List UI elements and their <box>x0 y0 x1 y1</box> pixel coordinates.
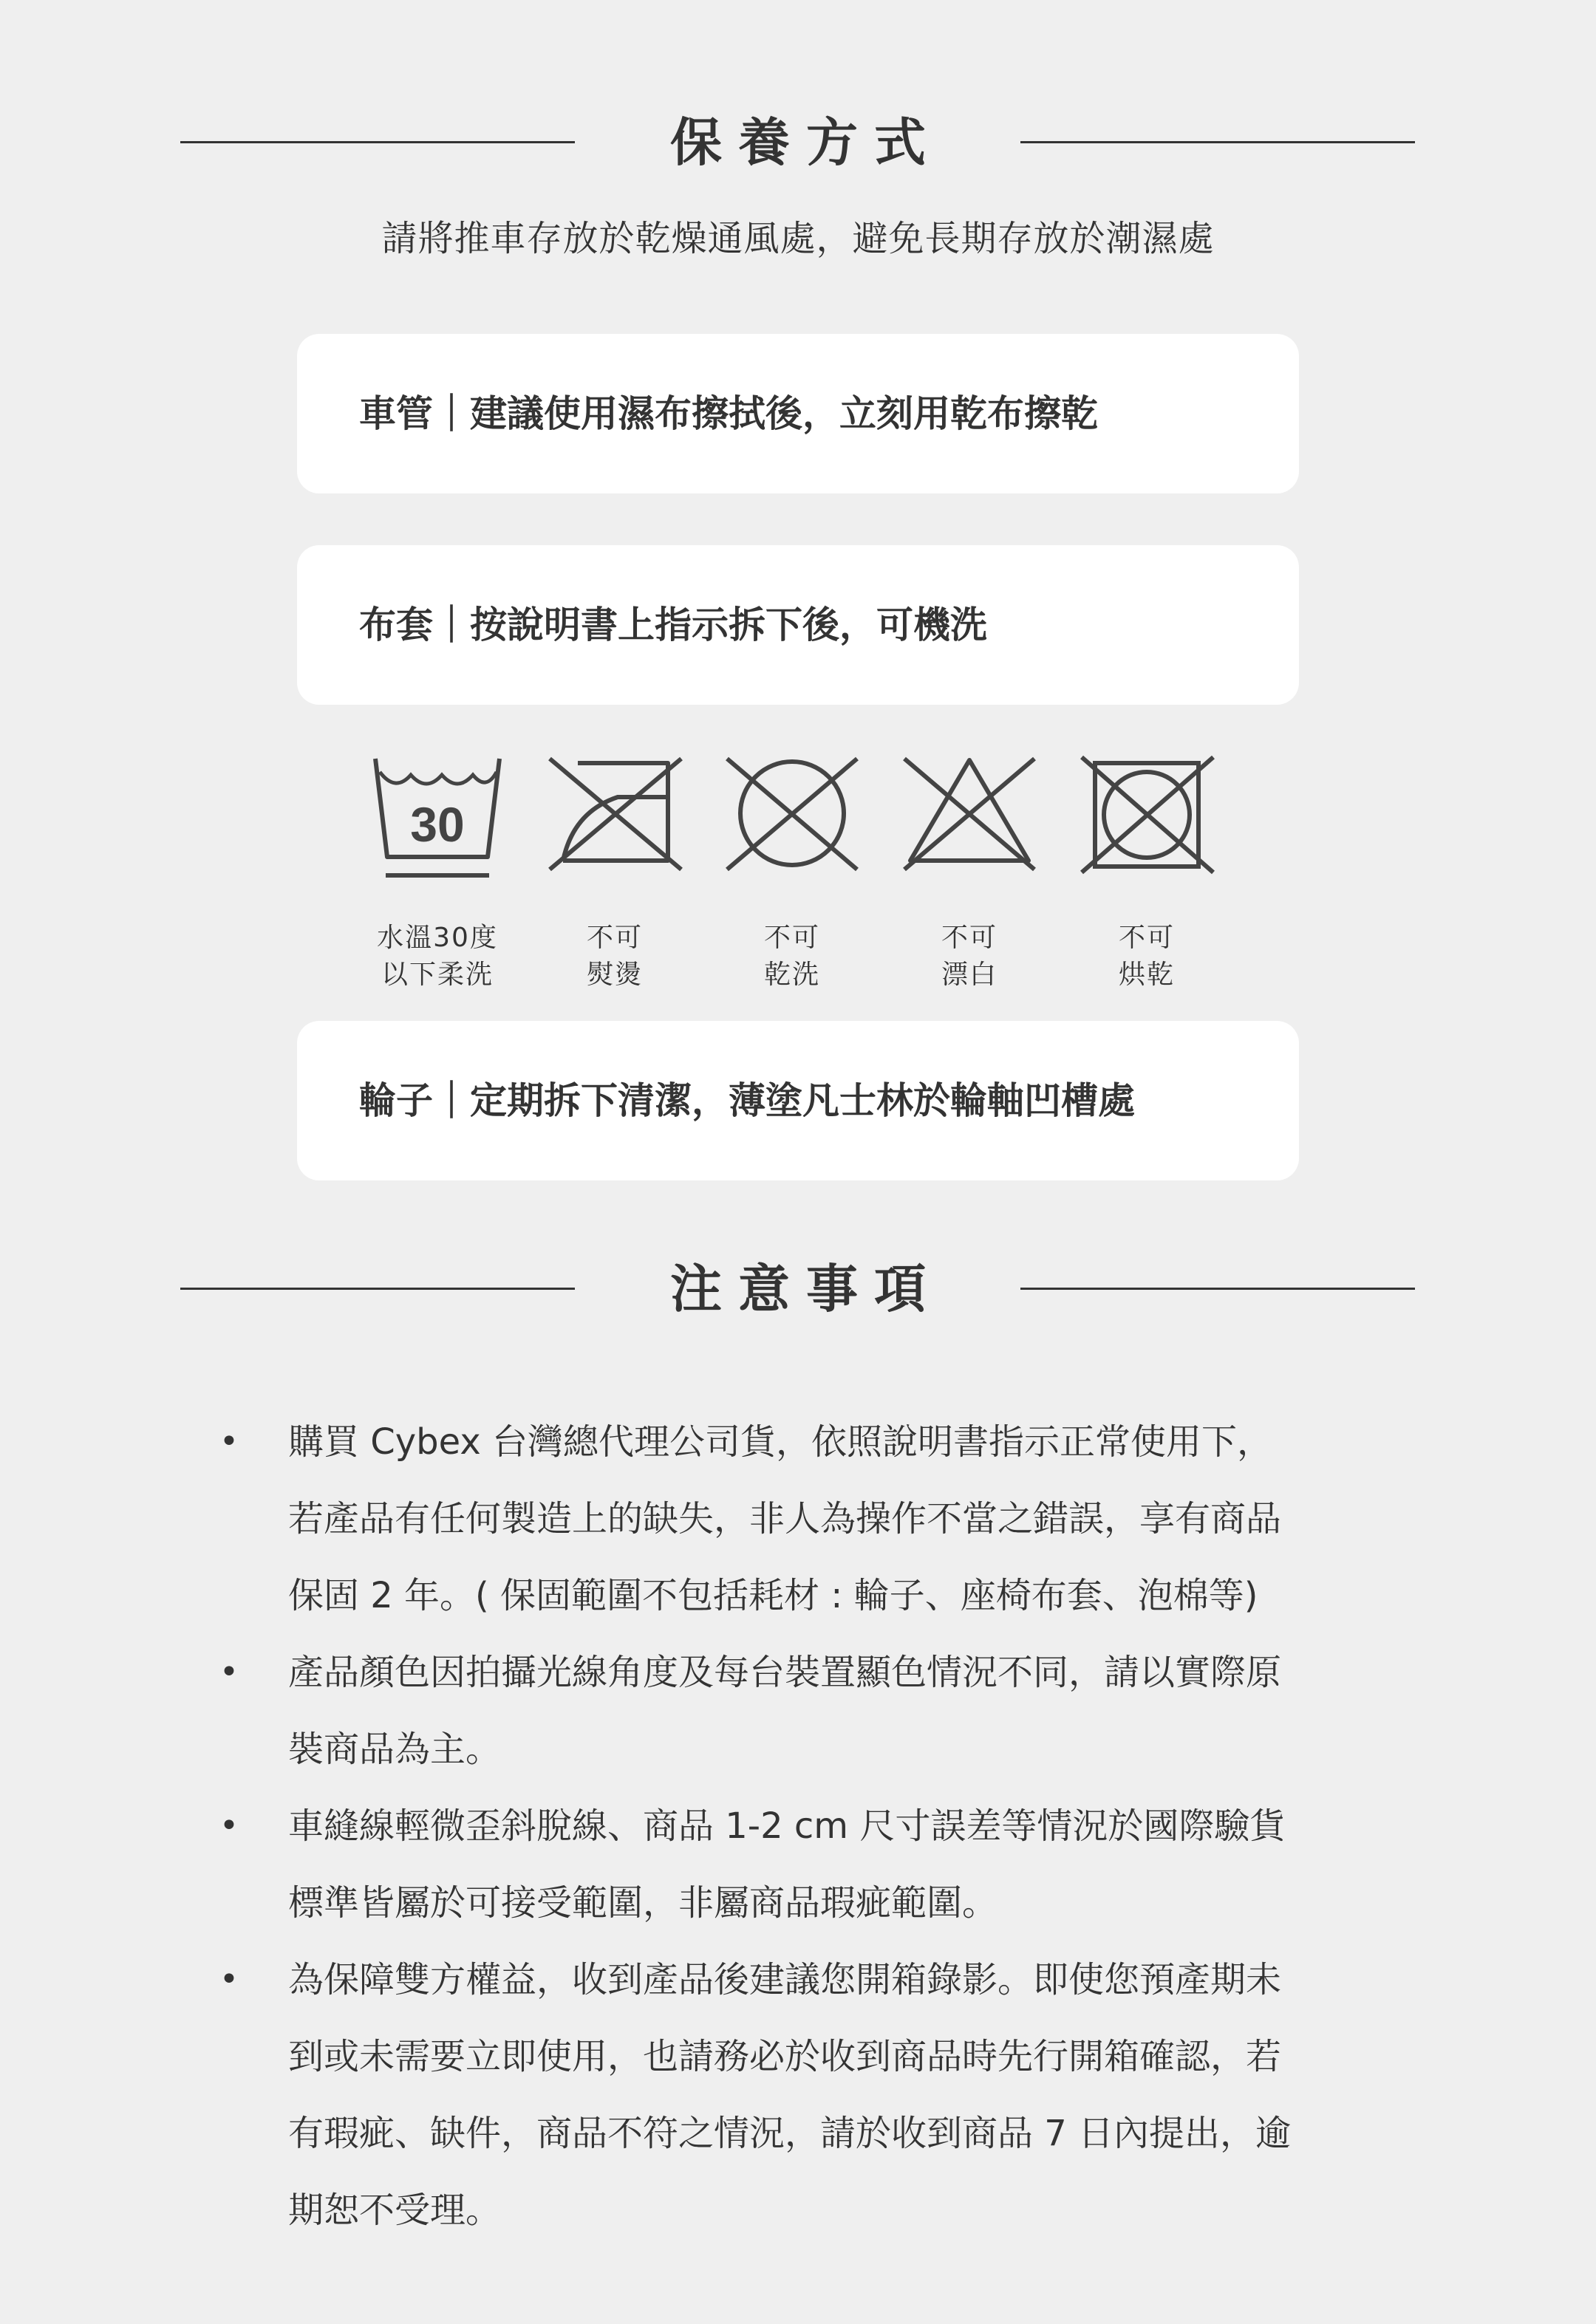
caption-line1: 水溫30度 <box>377 923 498 953</box>
frame-care-text: 車管｜建議使用濕布擦拭後，立刻用乾布擦乾 <box>359 392 1098 435</box>
no-iron-icon <box>541 750 689 883</box>
symbol-no-iron <box>541 750 689 994</box>
caption-line2: 漂白 <box>941 960 998 990</box>
notes-list <box>214 1404 1396 2249</box>
cover-care-card <box>297 545 1299 705</box>
symbol-caption <box>718 920 866 994</box>
divider-right <box>1020 1288 1415 1290</box>
no-dry-clean-icon <box>718 750 866 883</box>
frame-care-card <box>297 334 1299 493</box>
no-tumble-dry-icon <box>1073 750 1221 883</box>
note-text: 為保障雙方權益，收到產品後建議您開箱錄影。即使您預產期未 到或未需要立即使用，也請務必於收到商品時先行開箱確認，若 有瑕疵、缺件，商品不符之情況，請於收到商品 7 日內提出，逾 期恕不受理。 <box>288 1959 1292 2231</box>
symbol-caption <box>1073 920 1221 994</box>
symbol-caption <box>364 920 511 994</box>
caption-line1: 不可 <box>586 923 643 953</box>
laundry-symbols <box>0 750 1596 994</box>
bullet: • <box>219 1423 239 1460</box>
care-subtitle: 請將推車存放於乾燥通風處，避免長期存放於潮濕處 <box>381 218 1215 259</box>
symbol-no-bleach <box>896 750 1043 994</box>
caption-line2: 熨燙 <box>586 960 643 990</box>
wheels-care-card <box>297 1021 1299 1180</box>
caption-line2: 烘乾 <box>1118 960 1175 990</box>
symbol-caption <box>541 920 689 994</box>
symbol-no-tumble-dry <box>1073 750 1221 994</box>
caption-line2: 以下柔洗 <box>381 960 494 990</box>
symbol-wash-30 <box>364 750 511 994</box>
care-section-header <box>0 106 1596 180</box>
note-text: 購買 Cybex 台灣總代理公司貨，依照說明書指示正常使用下， 若產品有任何製造上的缺失，非人為操作不當之錯誤，享有商品 保固 2 年。( 保固範圍不包括耗材 : 輪子、座椅布套、泡棉等) <box>288 1421 1282 1616</box>
caption-line1: 不可 <box>941 923 998 953</box>
wheels-care-text: 輪子｜定期拆下清潔，薄塗凡士林於輪軸凹槽處 <box>359 1079 1135 1122</box>
list-item <box>214 1788 1396 1941</box>
symbol-caption <box>896 920 1043 994</box>
bullet: • <box>219 1807 239 1845</box>
caption-line1: 不可 <box>763 923 820 953</box>
wash-temperature: 30 <box>410 797 465 852</box>
notes-section-header <box>0 1252 1596 1326</box>
list-item <box>214 1634 1396 1788</box>
note-text: 車縫線輕微歪斜脫線、商品 1-2 cm 尺寸誤差等情況於國際驗貨 標準皆屬於可接受範圍，非屬商品瑕疵範圍。 <box>288 1805 1286 1924</box>
divider-right <box>1020 141 1415 143</box>
caption-line1: 不可 <box>1118 923 1175 953</box>
bullet: • <box>219 1653 239 1691</box>
no-bleach-icon <box>896 750 1043 883</box>
bullet: • <box>219 1961 239 1998</box>
caption-line2: 乾洗 <box>763 960 820 990</box>
note-text: 產品顏色因拍攝光線角度及每台裝置顯色情況不同，請以實際原 裝商品為主。 <box>288 1652 1282 1770</box>
care-title: 保養方式 <box>670 112 942 173</box>
symbol-no-dry-clean <box>718 750 866 994</box>
cover-care-text: 布套｜按說明書上指示拆下後，可機洗 <box>359 604 987 646</box>
wash-30-icon <box>364 750 511 883</box>
list-item <box>214 1941 1396 2249</box>
notes-title: 注意事項 <box>670 1259 942 1319</box>
list-item <box>214 1404 1396 1634</box>
